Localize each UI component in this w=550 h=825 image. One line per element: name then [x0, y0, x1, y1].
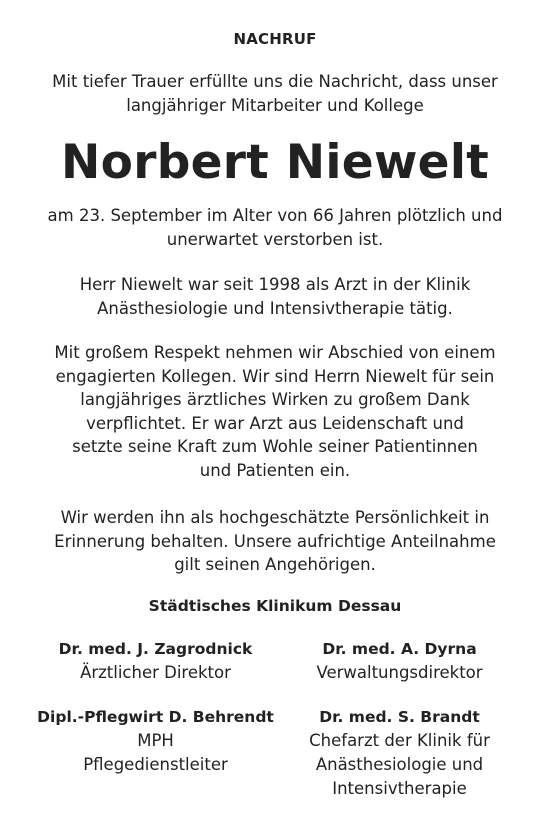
- signatory-title: Pflegedienstleiter: [83, 755, 228, 774]
- tribute-line: engagierten Kollegen. Wir sind Herrn Niewelt für sein: [55, 366, 495, 386]
- signatory-title: MPH: [137, 731, 174, 750]
- intro-paragraph: [0, 70, 550, 117]
- signatory-title: Ärztlicher Direktor: [80, 663, 231, 682]
- signatory-title: Anästhesiologie und: [315, 755, 484, 774]
- career-paragraph: [0, 273, 550, 320]
- signatory-name: Dipl.-Pflegwirt D. Behrendt: [37, 708, 274, 726]
- organization-name: Städtisches Klinikum Dessau: [148, 597, 402, 615]
- intro-line: langjähriger Mitarbeiter und Kollege: [126, 95, 424, 115]
- signatory-dyrna: [262, 637, 537, 685]
- tribute-line: langjähriges ärztliches Wirken zu großem Dank: [80, 390, 470, 409]
- career-line: Anästhesiologie und Intensivtherapie tätig.: [97, 298, 453, 318]
- death-notice-line: am 23. September im Alter von 66 Jahren plötzlich und: [47, 206, 503, 225]
- remembrance-paragraph: [0, 506, 550, 577]
- tribute-line: setzte seine Kraft zum Wohle seiner Patientinnen: [72, 437, 478, 456]
- death-notice-paragraph: [0, 204, 550, 251]
- signatory-name: Dr. med. S. Brandt: [319, 708, 480, 726]
- notice-heading: NACHRUF: [233, 30, 317, 48]
- tribute-paragraph: [0, 341, 550, 482]
- tribute-line: Mit großem Respekt nehmen wir Abschied von einem: [54, 343, 496, 362]
- remembrance-line: Erinnerung behalten. Unsere aufrichtige Anteilnahme: [54, 531, 496, 551]
- signatory-title: Chefarzt der Klinik für: [309, 731, 490, 750]
- signatory-zagrodnick: [18, 637, 293, 685]
- intro-line: Mit tiefer Trauer erfüllte uns die Nachricht, dass unser: [52, 72, 498, 91]
- tribute-line: und Patienten ein.: [199, 460, 351, 480]
- career-line: Herr Niewelt war seit 1998 als Arzt in der Klinik: [79, 275, 471, 294]
- remembrance-line: gilt seinen Angehörigen.: [174, 555, 376, 574]
- signatory-brandt: [262, 705, 537, 801]
- remembrance-line: Wir werden ihn als hochgeschätzte Persönlichkeit in: [60, 508, 490, 527]
- signatory-behrendt: [18, 705, 293, 777]
- death-notice-line: unerwartet verstorben ist.: [166, 229, 384, 249]
- signatory-title: Verwaltungsdirektor: [316, 663, 483, 682]
- deceased-name: Norbert Niewelt: [60, 135, 490, 190]
- tribute-line: verpflichtet. Er war Arzt aus Leidenschaft und: [86, 413, 464, 433]
- signatory-name: Dr. med. A. Dyrna: [322, 640, 477, 658]
- signatory-title: Intensivtherapie: [332, 779, 467, 798]
- signatory-name: Dr. med. J. Zagrodnick: [58, 640, 253, 658]
